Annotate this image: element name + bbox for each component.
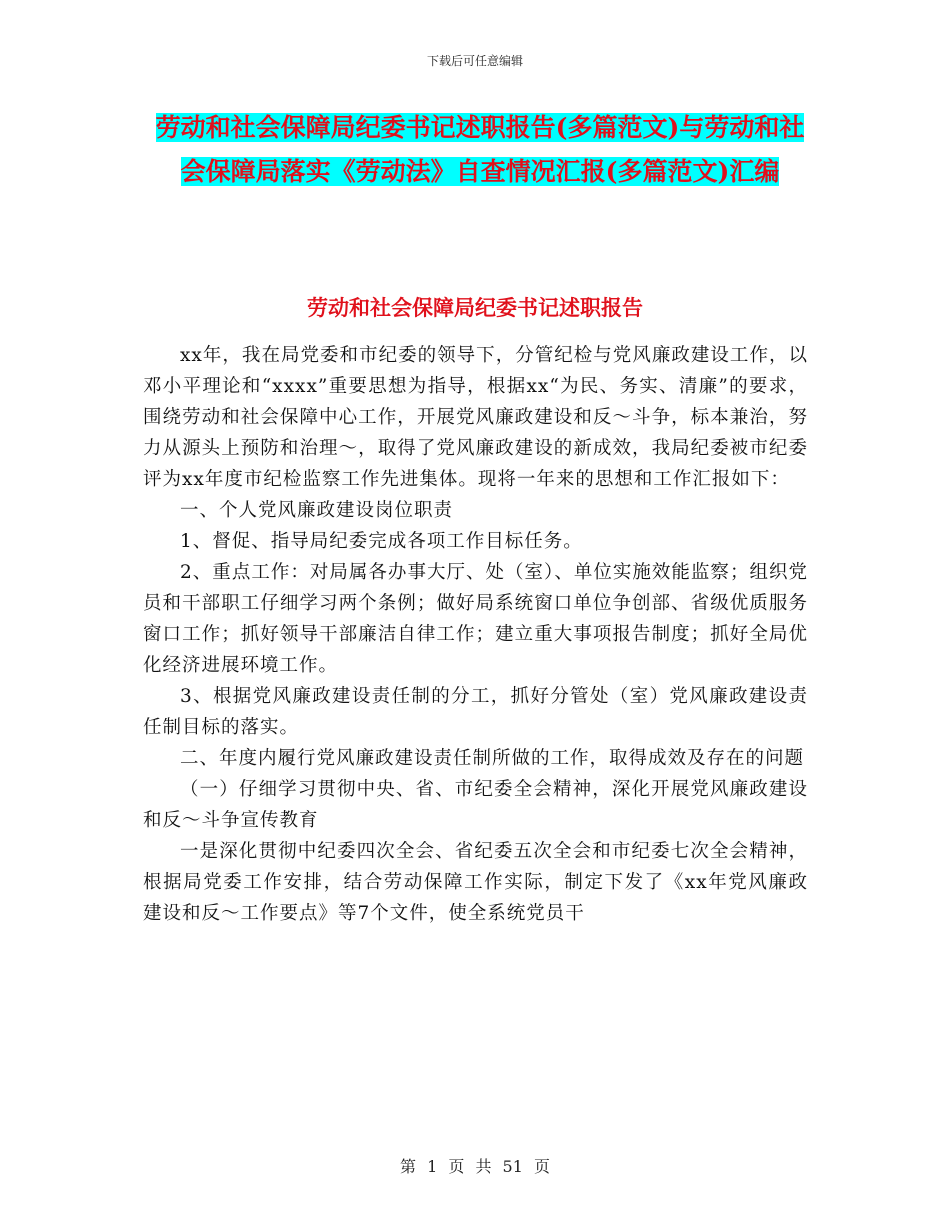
paragraph: 1、督促、指导局纪委完成各项工作目标任务。	[180, 531, 583, 552]
paragraph: xx年，我在局党委和市纪委的领导下，分管纪检与党风廉政建设工作，以邓小平理论和“xxxx”重要思想为指导，根据xx“为民、务实、清廉”的要求，围绕劳动和社会保障中心工作，开展党风廉政建设和反～斗争，标本兼治，努力从源头上预防和治理～，取得了党风廉政建设的新成效，我局纪委被市纪委评为xx年度市纪检监察工作先进集体。现将一年来的思想和工作汇报如下：	[143, 345, 808, 490]
document-title-text: 劳动和社会保障局纪委书记述职报告(多篇范文)与劳动和社会保障局落实《劳动法》自查情况汇报(多篇范文)汇编	[155, 113, 805, 186]
paragraph: （一）仔细学习贯彻中央、省、市纪委全会精神，深化开展党风廉政建设和反～斗争宣传教育	[143, 779, 808, 831]
paragraph: 一是深化贯彻中纪委四次全会、省纪委五次全会和市纪委七次全会精神，根据局党委工作安排，结合劳动保障工作实际，制定下发了《xx年党风廉政建设和反～工作要点》等7个文件，使全系统党员干	[143, 841, 808, 924]
paragraph: 3、根据党风廉政建设责任制的分工，抓好分管处（室）党风廉政建设责任制目标的落实。	[143, 686, 808, 738]
paragraph: 一、个人党风廉政建设岗位职责	[180, 500, 454, 521]
document-title	[150, 106, 810, 194]
document-body	[143, 340, 808, 929]
section-title: 劳动和社会保障局纪委书记述职报告	[307, 295, 643, 320]
paragraph: 2、重点工作：对局属各办事大厅、处（室）、单位实施效能监察；组织党员和干部职工仔细学习两个条例；做好局系统窗口单位争创部、省级优质服务窗口工作；抓好领导干部廉洁自律工作；建立重大事项报告制度；抓好全局优化经济进展环境工作。	[143, 562, 808, 676]
paragraph: 二、年度内履行党风廉政建设责任制所做的工作，取得成效及存在的问题	[180, 748, 805, 769]
page-footer: 第 1 页 共 51 页	[400, 1157, 550, 1176]
page-header-note: 下载后可任意编辑	[426, 54, 523, 68]
